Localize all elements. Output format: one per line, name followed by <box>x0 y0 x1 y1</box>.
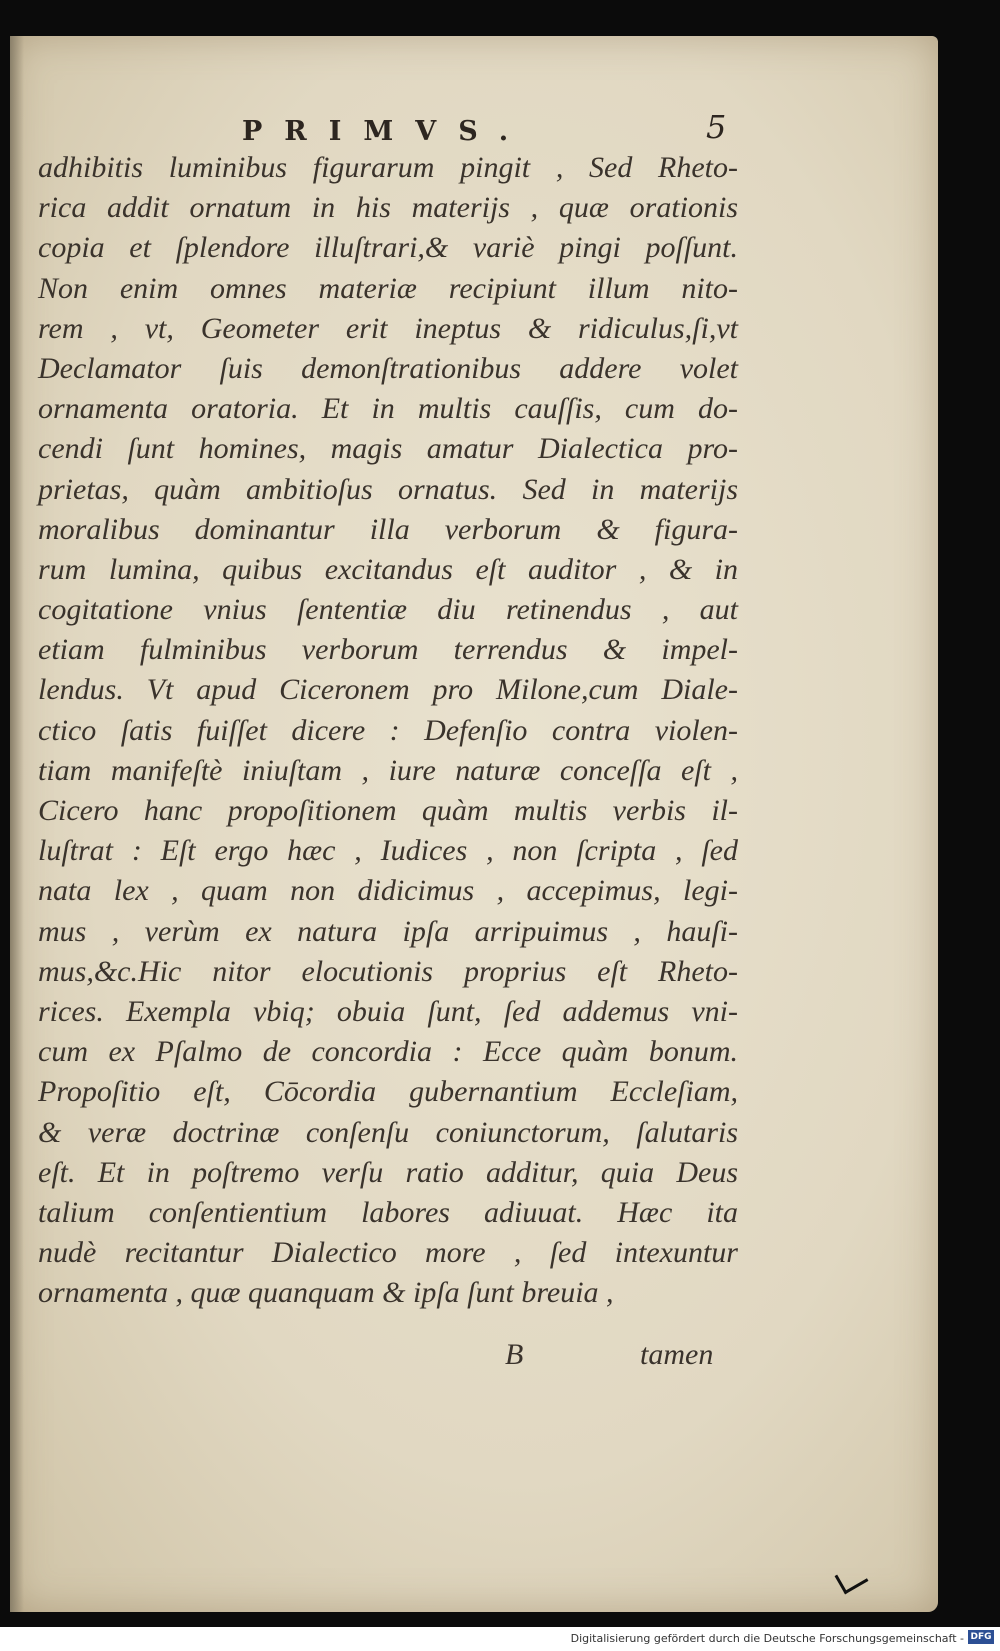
page-number: 5 <box>706 108 727 146</box>
running-head: PRIMVS. <box>242 116 531 147</box>
text-line: ornamenta oratoria. Et in multis cauſſis, cum do- <box>38 392 738 426</box>
text-line: talium conſentientium labores adiuuat. Hæc ita <box>38 1195 738 1229</box>
text-line: ctico ſatis fuiſſet dicere : Defenſio contra violen- <box>38 713 738 747</box>
text-line: moralibus dominantur illa verborum & figura- <box>38 512 738 546</box>
page-gutter-shadow <box>10 36 24 1612</box>
text-line: mus,&c.Hic nitor elocutionis proprius eſt Rheto- <box>38 954 738 988</box>
text-line: Propoſitio eſt, Cōcordia gubernantium Eccleſiam, <box>38 1075 738 1109</box>
text-line: adhibitis luminibus figurarum pingit , Sed Rheto- <box>38 151 738 184</box>
text-line: cogitatione vnius ſententiæ diu retinendus , aut <box>38 593 738 627</box>
text-line: rices. Exempla vbiq; obuia ſunt, ſed addemus vni- <box>38 994 738 1028</box>
funding-note: Digitalisierung gefördert durch die Deutsche Forschungsgemeinschaft - <box>570 1632 964 1645</box>
text-line: luſtrat : Eſt ergo hæc , Iudices , non ſcripta , ſed <box>38 834 738 868</box>
text-line: rica addit ornatum in his materijs , quæ orationis <box>38 191 738 225</box>
catchword: tamen <box>640 1338 714 1371</box>
text-line: Non enim omnes materiæ recipiunt illum nito- <box>38 271 738 305</box>
text-line: cendi ſunt homines, magis amatur Dialectica pro- <box>38 432 738 466</box>
text-line: mus , verùm ex natura ipſa arripuimus , hauſi- <box>38 914 738 948</box>
text-line: & veræ doctrinæ conſenſu coniunctorum, ſalutaris <box>38 1115 738 1149</box>
text-line: copia et ſplendore illuſtrari,& variè pingi poſſunt. <box>38 231 738 265</box>
signature-mark: B <box>505 1338 524 1371</box>
text-line: rum lumina, quibus excitandus eſt auditor , & in <box>38 552 738 586</box>
text-line: nata lex , quam non didicimus , accepimus, legi- <box>38 874 738 908</box>
text-line: nudè recitantur Dialectico more , ſed intexuntur <box>38 1236 738 1270</box>
text-line: rem , vt, Geometer erit ineptus & ridiculus,ſi,vt <box>38 311 738 345</box>
text-line: ornamenta , quæ quanquam & ipſa ſunt breuia , <box>38 1276 614 1310</box>
text-line: lendus. Vt apud Ciceronem pro Milone,cum Diale- <box>38 673 738 707</box>
text-line: Cicero hanc propoſitionem quàm multis verbis il- <box>38 794 738 827</box>
text-line: tiam manifeſtè iniuſtam , iure naturæ conceſſa eſt , <box>38 753 738 787</box>
text-line: etiam fulminibus verborum terrendus & impel- <box>38 633 738 667</box>
text-line: cum ex Pſalmo de concordia : Ecce quàm bonum. <box>38 1035 738 1069</box>
text-line: Declamator ſuis demonſtrationibus addere volet <box>38 351 738 385</box>
text-line: eſt. Et in poſtremo verſu ratio additur, quia Deus <box>38 1155 738 1189</box>
text-line: prietas, quàm ambitioſus ornatus. Sed in materijs <box>38 472 738 506</box>
dfg-logo: DFG <box>968 1630 994 1644</box>
body-text <box>38 148 738 1313</box>
